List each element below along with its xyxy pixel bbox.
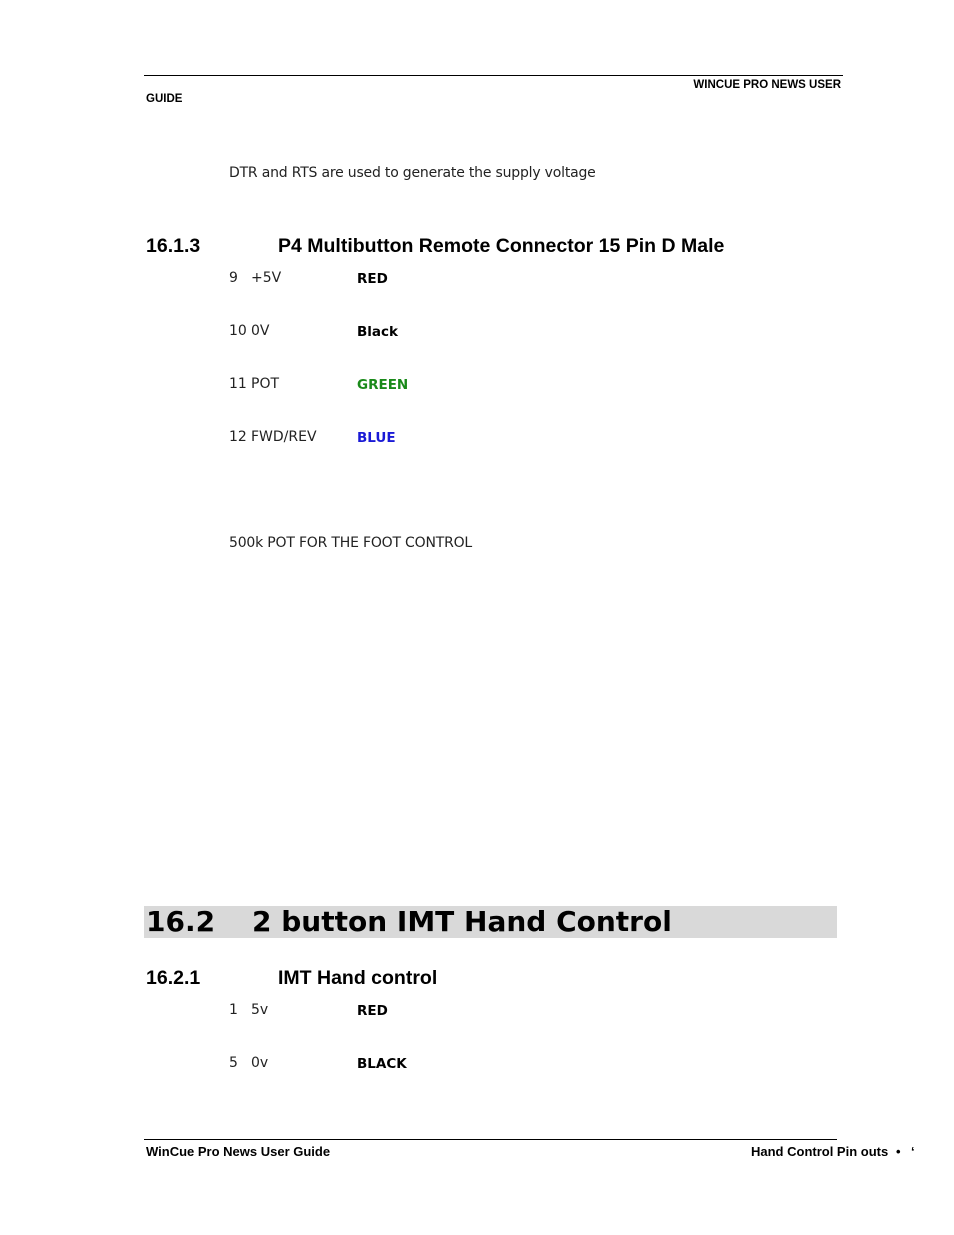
foot-control-note: 500k POT FOR THE FOOT CONTROL	[229, 535, 473, 551]
intro-text: DTR and RTS are used to generate the supply voltage	[229, 165, 596, 181]
wire-color-red: RED	[357, 271, 388, 287]
section-162-title: 2 button IMT Hand Control	[252, 905, 672, 938]
wire-color-blue: BLUE	[357, 430, 396, 446]
section-1621-title: IMT Hand control	[278, 967, 438, 989]
pin-number: 11	[229, 376, 247, 392]
footer-bullet: •	[896, 1144, 901, 1159]
footer-doc-title: WinCue Pro News User Guide	[146, 1144, 331, 1159]
wire-color-black: BLACK	[357, 1056, 407, 1072]
pin-number: 1	[229, 1002, 238, 1018]
section-1613-title: P4 Multibutton Remote Connector 15 Pin D Male	[278, 235, 725, 257]
pin-number: 12	[229, 429, 247, 445]
footer-rule	[144, 1139, 837, 1140]
wire-color-black: Black	[357, 324, 399, 340]
pin-signal: +5V	[251, 270, 282, 286]
pin-signal: 0v	[251, 1055, 269, 1071]
pin-number: 9	[229, 270, 238, 286]
section-1613-number: 16.1.3	[146, 235, 201, 257]
pin-signal: POT	[251, 376, 280, 392]
pin-signal: FWD/REV	[251, 429, 317, 445]
footer-section-title: Hand Control Pin outs	[751, 1144, 889, 1159]
header-title-continued: GUIDE	[146, 93, 183, 105]
section-162-number: 16.2	[146, 905, 216, 938]
wire-color-red: RED	[357, 1003, 388, 1019]
header-title: WINCUE PRO NEWS USER	[693, 79, 841, 91]
pin-signal: 0V	[251, 323, 270, 339]
pin-number: 10	[229, 323, 247, 339]
wire-color-green: GREEN	[357, 377, 409, 393]
section-1621-number: 16.2.1	[146, 967, 201, 989]
footer-page-number: ‘	[911, 1144, 915, 1159]
pin-number: 5	[229, 1055, 238, 1071]
pin-signal: 5v	[251, 1002, 269, 1018]
header-rule	[144, 75, 843, 76]
